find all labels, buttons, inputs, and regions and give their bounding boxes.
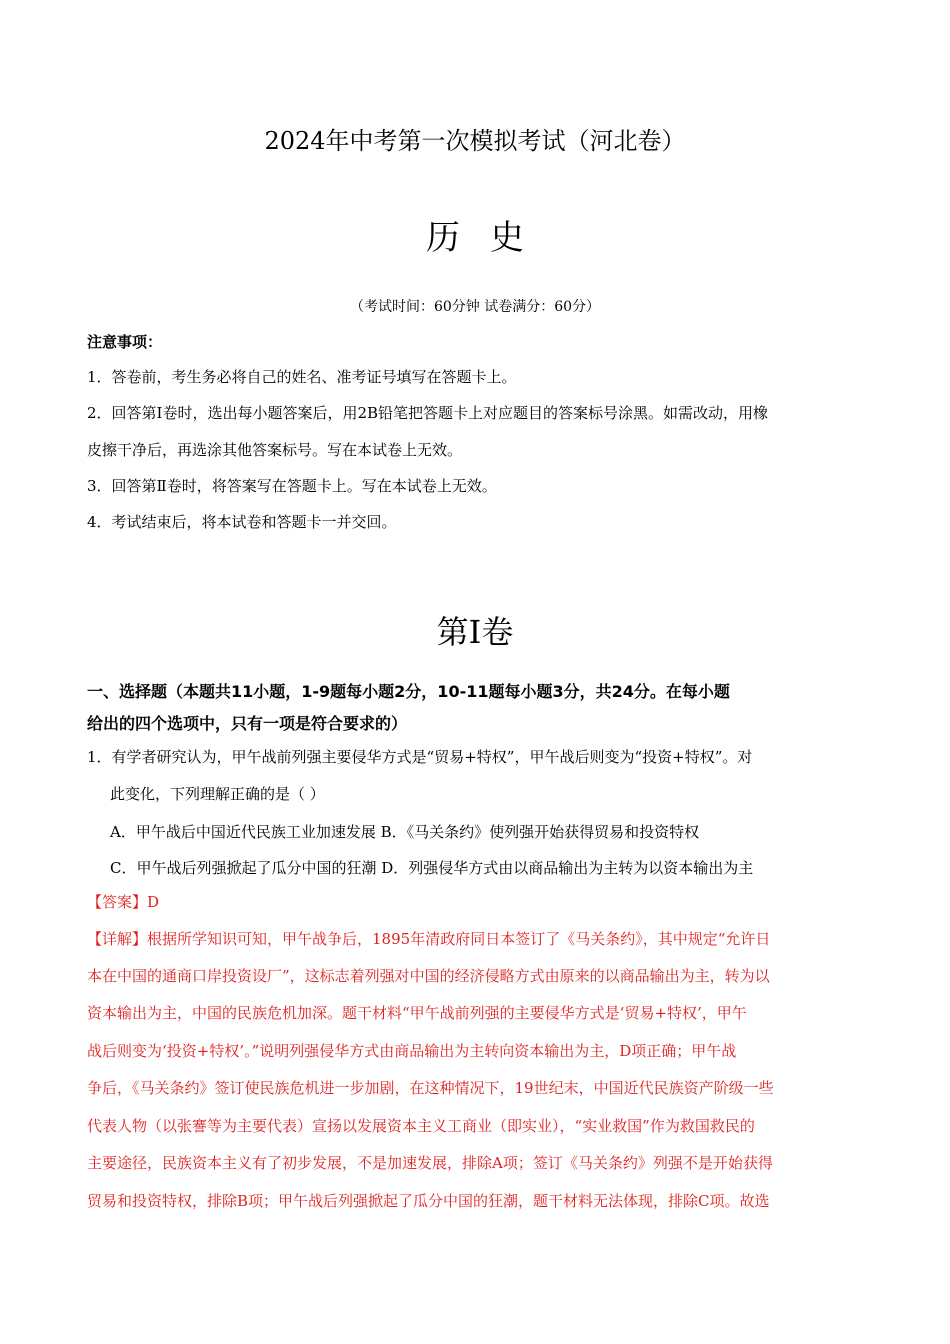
- part-heading: 一、选择题（本题共11小题，1-9题每小题2分，10-11题每小题3分，共24分。在每小题: [87, 682, 730, 701]
- detail-line: 资本输出为主，中国的民族危机加深。题干材料“甲午战前列强的主要侵华方式是‘贸易+特权’，甲午: [87, 1004, 747, 1022]
- detail-line: 战后则变为‘投资+特权’。”说明列强侵华方式由商品输出为主转向资本输出为主，D项正确；甲午战: [87, 1042, 737, 1060]
- detail-line: [87, 928, 770, 949]
- detail-line: 贸易和投资特权，排除B项；甲午战后列强掀起了瓜分中国的狂潮，题干材料无法体现，排除C项。故选: [87, 1192, 770, 1210]
- question-options: A．甲午战后中国近代民族工业加速发展 B．《马关条约》使列强开始获得贸易和投资特权: [110, 823, 700, 841]
- question-stem: 1．有学者研究认为，甲午战前列强主要侵华方式是“贸易+特权”，甲午战后则变为“投资+特权”。对: [87, 748, 753, 766]
- exam-info: （考试时间：60分钟 试卷满分：60分）: [349, 299, 601, 315]
- question-options: C．甲午战后列强掀起了瓜分中国的狂潮 D．列强侵华方式由以商品输出为主转为以资本输出为主: [110, 859, 754, 877]
- answer-line: [87, 891, 159, 912]
- notice-line: 3．回答第Ⅱ卷时，将答案写在答题卡上。写在本试卷上无效。: [87, 477, 497, 495]
- answer-label: 【答案】: [87, 893, 148, 911]
- part-heading: 给出的四个选项中，只有一项是符合要求的）: [87, 714, 408, 733]
- exam-title: 2024年中考第一次模拟考试（河北卷）: [264, 127, 686, 155]
- detail-line: 主要途径，民族资本主义有了初步发展，不是加速发展，排除A项；签订《马关条约》列强不是开始获得: [87, 1154, 773, 1172]
- notice-line: 2．回答第Ⅰ卷时，选出每小题答案后，用2B铅笔把答题卡上对应题目的答案标号涂黑。如需改动，用橡: [87, 404, 769, 422]
- detail-line: 争后，《马关条约》签订使民族危机进一步加剧，在这种情况下，19世纪末，中国近代民族资产阶级一些: [87, 1079, 774, 1097]
- notice-line: 4．考试结束后，将本试卷和答题卡一并交回。: [87, 513, 397, 531]
- subject-title: 历史: [426, 218, 554, 258]
- detail-text: 根据所学知识可知，甲午战争后，1895年清政府同日本签订了《马关条约》，其中规定“允许日: [147, 930, 771, 948]
- answer-value: D: [147, 893, 160, 911]
- question-stem: 此变化，下列理解正确的是（ ）: [110, 785, 325, 803]
- notice-line: 皮擦干净后，再选涂其他答案标号。写在本试卷上无效。: [87, 441, 463, 459]
- detail-line: 代表人物（以张謇等为主要代表）宣扬以发展资本主义工商业（即实业），“实业救国”作为救国救民的: [87, 1117, 755, 1135]
- section-title: 第Ⅰ卷: [436, 613, 514, 651]
- detail-label: 【详解】: [87, 930, 148, 948]
- notice-heading: 注意事项：: [87, 333, 163, 351]
- notice-line: 1．答卷前，考生务必将自己的姓名、准考证号填写在答题卡上。: [87, 368, 517, 386]
- detail-line: 本在中国的通商口岸投资设厂”，这标志着列强对中国的经济侵略方式由原来的以商品输出为主，转为以: [87, 967, 770, 985]
